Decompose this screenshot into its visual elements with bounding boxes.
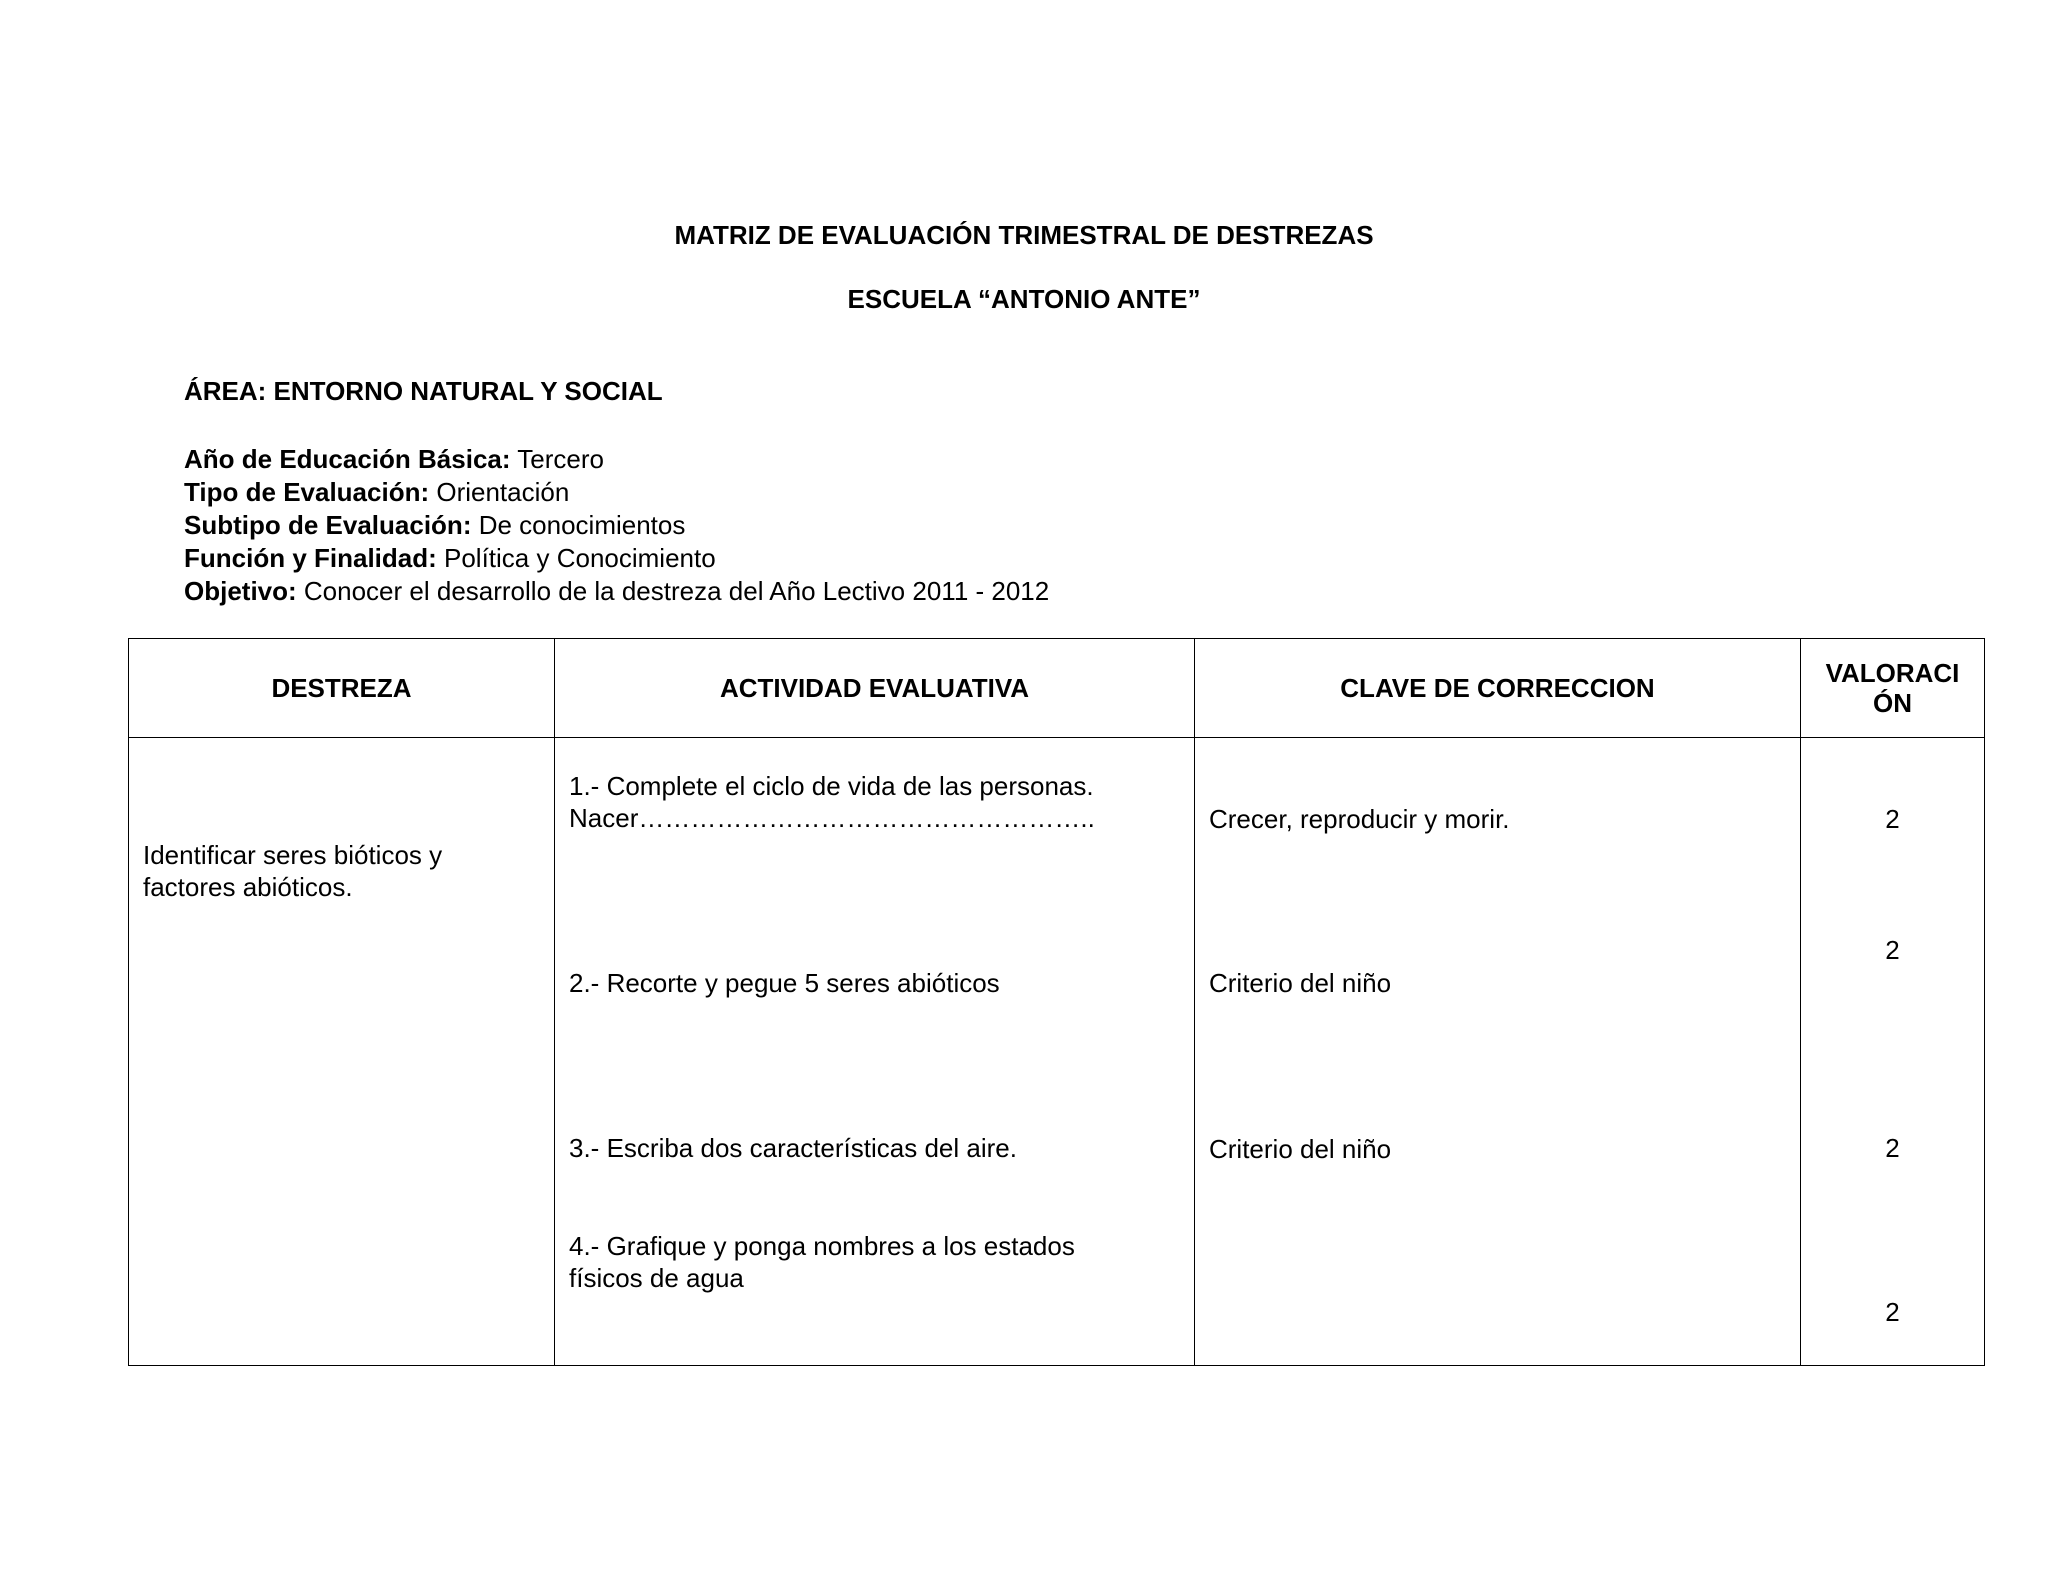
meta-tipo bbox=[184, 476, 1049, 509]
clave-2: Criterio del niño bbox=[1209, 968, 1392, 998]
actividad-4-line2: físicos de agua bbox=[569, 1263, 744, 1293]
meta-tipo-value: Orientación bbox=[429, 477, 570, 507]
header-valoracion-line1: VALORACI bbox=[1825, 658, 1960, 688]
destreza-text bbox=[143, 839, 442, 903]
valoracion-cell bbox=[1801, 738, 1985, 1366]
meta-funcion bbox=[184, 542, 1049, 575]
meta-funcion-value: Política y Conocimiento bbox=[436, 543, 716, 573]
destreza-cell bbox=[129, 738, 555, 1366]
meta-subtipo bbox=[184, 509, 1049, 542]
valoracion-4: 2 bbox=[1885, 1297, 1900, 1327]
table-header-row bbox=[129, 639, 1985, 738]
actividad-1 bbox=[569, 770, 1095, 834]
meta-anio-value: Tercero bbox=[510, 444, 604, 474]
header-clave: CLAVE DE CORRECCION bbox=[1195, 639, 1801, 738]
evaluation-metadata bbox=[184, 443, 1049, 608]
clave-1: Crecer, reproducir y morir. bbox=[1209, 804, 1510, 834]
meta-objetivo-value: Conocer el desarrollo de la destreza del Año Lectivo 2011 - 2012 bbox=[296, 576, 1050, 606]
actividad-2: 2.- Recorte y pegue 5 seres abióticos bbox=[569, 968, 1000, 998]
evaluation-matrix-table bbox=[128, 638, 1985, 1366]
actividad-1-line2: Nacer…………………………………………….. bbox=[569, 803, 1095, 833]
meta-tipo-label: Tipo de Evaluación: bbox=[184, 477, 430, 507]
clave-3: Criterio del niño bbox=[1209, 1134, 1392, 1164]
area-heading: ÁREA: ENTORNO NATURAL Y SOCIAL bbox=[184, 376, 663, 406]
table-row bbox=[129, 738, 1985, 1366]
meta-funcion-label: Función y Finalidad: bbox=[184, 543, 437, 573]
meta-objetivo bbox=[184, 575, 1049, 608]
actividad-4 bbox=[569, 1230, 1075, 1294]
meta-objetivo-label: Objetivo: bbox=[184, 576, 297, 606]
actividad-1-line1: 1.- Complete el ciclo de vida de las personas. bbox=[569, 771, 1094, 801]
header-valoracion-line2: ÓN bbox=[1873, 688, 1912, 718]
valoracion-3: 2 bbox=[1885, 1133, 1900, 1163]
clave-cell bbox=[1195, 738, 1801, 1366]
destreza-line2: factores abióticos. bbox=[143, 872, 353, 902]
destreza-line1: Identificar seres bióticos y bbox=[143, 840, 443, 870]
school-name: ESCUELA “ANTONIO ANTE” bbox=[847, 284, 1201, 314]
valoracion-1: 2 bbox=[1885, 804, 1900, 834]
valoracion-2: 2 bbox=[1885, 935, 1900, 965]
header-actividad: ACTIVIDAD EVALUATIVA bbox=[555, 639, 1195, 738]
meta-subtipo-label: Subtipo de Evaluación: bbox=[184, 510, 472, 540]
meta-anio bbox=[184, 443, 1049, 476]
actividad-3: 3.- Escriba dos características del aire. bbox=[569, 1133, 1017, 1163]
meta-subtipo-value: De conocimientos bbox=[471, 510, 686, 540]
actividad-4-line1: 4.- Grafique y ponga nombres a los estados bbox=[569, 1231, 1075, 1261]
meta-anio-label: Año de Educación Básica: bbox=[184, 444, 511, 474]
header-destreza: DESTREZA bbox=[129, 639, 555, 738]
actividad-cell bbox=[555, 738, 1195, 1366]
document-title: MATRIZ DE EVALUACIÓN TRIMESTRAL DE DESTREZAS bbox=[674, 220, 1374, 250]
header-valoracion bbox=[1801, 639, 1985, 738]
